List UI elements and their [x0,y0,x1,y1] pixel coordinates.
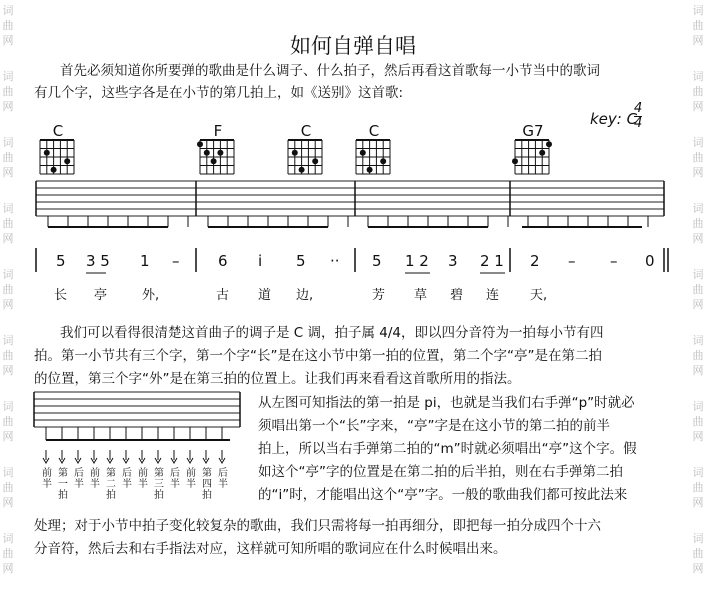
jianpu-note: 0 [645,252,655,270]
body-line-3: 的位置，第三个字“外”是在第三拍的位置上。让我们再来看看这首歌所用的指法。 [34,371,521,387]
lyric-char: 连 [486,288,500,303]
beat-label: 第二拍 [106,468,116,501]
lyric-char: 芳 [372,288,386,303]
watermark-glyph: 词 [692,400,704,413]
body-right-line-1: 从左图可知指法的第一拍是 pi，也就是当我们右手弹“p”时就必 [258,395,635,411]
watermark-glyph: 词 [2,532,14,545]
watermark-glyph: 曲 [692,217,704,230]
watermark-glyph: 网 [692,298,704,311]
lyric-char: 碧 [450,288,464,303]
watermark-glyph: 词 [692,4,704,17]
jianpu-note: ·· [330,252,340,270]
watermark-glyph: 曲 [2,481,14,494]
watermark-glyph: 词 [692,268,704,281]
chord-dot [546,141,552,147]
watermark-glyph: 曲 [692,85,704,98]
watermark-glyph: 词 [2,400,14,413]
jianpu-note: i [258,252,263,270]
watermark-glyph: 曲 [2,85,14,98]
watermark-glyph: 曲 [692,19,704,32]
chord-name: C [368,122,380,140]
jianpu-note: – [172,252,180,270]
page-title: 如何自弹自唱 [290,34,416,58]
watermark-glyph: 曲 [2,217,14,230]
watermark-glyph: 网 [2,298,14,311]
body-right-line-5: 的“i”时，才能唱出这个“亭”字。一般的歌曲我们都可按此法来 [258,487,628,503]
watermark-glyph: 曲 [692,151,704,164]
body-line-1: 我们可以看得很清楚这首曲子的调子是 C 调，拍子属 4/4，即以四分音符为一拍每小节有四 [60,325,604,341]
chord-dot [312,158,318,164]
watermark-glyph: 曲 [692,415,704,428]
watermark-glyph: 词 [2,136,14,149]
chord-name: F [213,122,223,140]
jianpu-note: – [610,252,618,270]
watermark-glyph: 词 [692,202,704,215]
watermark-glyph: 词 [2,268,14,281]
jianpu-note: 3 5 [86,252,110,270]
jianpu-note: 2 [530,252,540,270]
watermark-glyph: 词 [2,202,14,215]
chord-dot [204,150,210,156]
lyric-char: 天, [530,288,548,303]
chord-dot [44,150,50,156]
watermark-glyph: 曲 [2,415,14,428]
beat-label: 后半 [170,468,180,490]
chord-dot [299,167,305,173]
chord-name: C [52,122,64,140]
watermark-glyph: 曲 [2,283,14,296]
watermark-glyph: 曲 [2,349,14,362]
chord-dot [64,158,70,164]
lyric-char: 道 [258,288,272,303]
beat-label: 第一拍 [58,468,68,501]
watermark-glyph: 曲 [692,547,704,560]
body-right-line-2: 须唱出第一个“长”字来，“亭”字是在这小节的第二拍的前半 [258,418,610,434]
chord-name: G7 [522,122,544,140]
chord-name: C [300,122,312,140]
time-denominator: 4 [634,116,643,131]
jianpu-note: 2 1 [480,252,504,270]
chord-dot [367,167,373,173]
jianpu-note: 3 [448,252,458,270]
watermark-glyph: 网 [2,364,14,377]
watermark-glyph: 曲 [692,349,704,362]
watermark-glyph: 网 [692,166,704,179]
time-numerator: 4 [634,101,643,116]
watermark-glyph: 网 [2,562,14,575]
beat-label: 后半 [218,468,228,490]
beat-label: 前半 [90,468,100,490]
beat-label: 后半 [122,468,132,490]
lyric-char: 长 [54,288,68,303]
watermark-glyph: 网 [692,232,704,245]
body-line-5: 分音符，然后去和右手指法对应，这样就可知所唱的歌词应在什么时候唱出来。 [34,541,507,557]
watermark-glyph: 词 [692,136,704,149]
watermark-glyph: 网 [2,232,14,245]
lyric-char: 古 [216,288,230,303]
watermark-glyph: 网 [692,34,704,47]
chord-dot [292,150,298,156]
intro-line-2: 有几个字，这些字各是在小节的第几拍上，如《送别》这首歌: [34,85,404,101]
jianpu-note: 1 2 [405,252,429,270]
watermark-glyph: 网 [692,364,704,377]
watermark-glyph: 网 [692,562,704,575]
beat-label: 前半 [186,468,196,490]
watermark-glyph: 网 [692,496,704,509]
watermark-glyph: 词 [2,70,14,83]
lyric-char: 草 [414,288,428,303]
beat-label: 第三拍 [154,468,164,501]
body-line-4: 处理；对于小节中拍子变化较复杂的歌曲，我们只需将每一拍再细分，即把每一拍分成四个十六 [34,518,601,534]
jianpu-note: 5 [296,252,306,270]
chord-dot [217,150,223,156]
watermark-glyph: 曲 [2,19,14,32]
watermark-glyph: 词 [692,532,704,545]
body-right-line-4: 如这个“亭”字的位置是在第二拍的后半拍，则在右手弹第二拍 [258,464,623,480]
watermark-glyph: 词 [2,4,14,17]
watermark-glyph: 网 [2,430,14,443]
beat-label: 第四拍 [202,468,212,501]
watermark-glyph: 曲 [692,481,704,494]
watermark-glyph: 网 [2,496,14,509]
watermark-glyph: 词 [692,70,704,83]
watermark-glyph: 网 [692,100,704,113]
body-line-2: 拍。第一小节共有三个字，第一个字“长”是在这小节中第一拍的位置，第二个字“亭”是在第二拍 [34,348,602,364]
watermark-glyph: 曲 [692,283,704,296]
watermark-glyph: 词 [692,466,704,479]
chord-dot [360,150,366,156]
jianpu-note: 5 [56,252,66,270]
watermark-glyph: 网 [692,430,704,443]
watermark-glyph: 词 [2,334,14,347]
chord-dot [512,158,518,164]
jianpu-note: 6 [218,252,228,270]
intro-line-1: 首先必须知道你所要弹的歌曲是什么调子、什么拍子，然后再看这首歌每一小节当中的歌词 [60,63,600,79]
jianpu-note: 1 [140,252,150,270]
lyric-char: 亭 [94,288,108,303]
beat-label: 前半 [42,468,52,490]
body-right-line-3: 拍上，所以当右手弹第二拍的“m”时就必须唱出“亭”这个字。假 [258,441,637,457]
lyric-char: 边, [296,288,314,303]
chord-dot [211,158,217,164]
watermark-glyph: 网 [2,34,14,47]
jianpu-note: 5 [372,252,382,270]
beat-label: 前半 [138,468,148,490]
watermark-glyph: 词 [692,334,704,347]
watermark-glyph: 词 [2,466,14,479]
jianpu-note: – [568,252,576,270]
chord-dot [51,167,57,173]
watermark-glyph: 网 [2,100,14,113]
lyric-char: 外, [142,288,160,303]
beat-label: 后半 [74,468,84,490]
chord-dot [380,158,386,164]
chord-dot [539,150,545,156]
watermark-glyph: 曲 [2,151,14,164]
key-label: key: C [590,110,638,128]
chord-dot [197,141,203,147]
watermark-glyph: 网 [2,166,14,179]
watermark-glyph: 曲 [2,547,14,560]
